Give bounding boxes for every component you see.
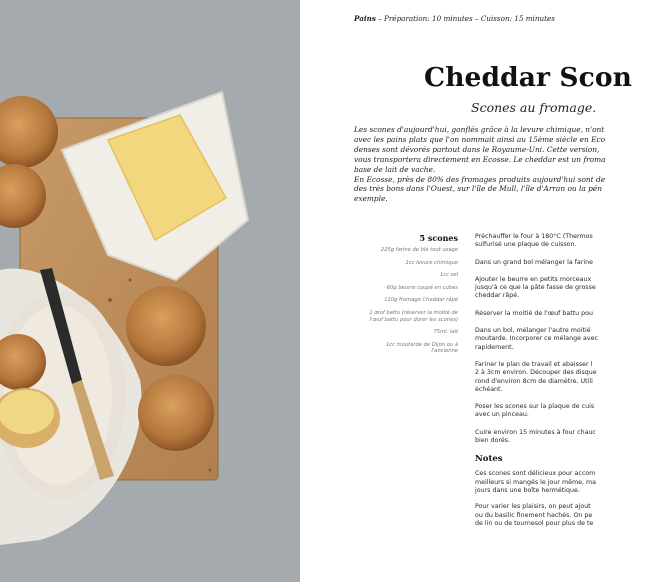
ingredient-item: 75ml. lait (433, 329, 458, 336)
ingredient-item: 1cc levure chimique (405, 259, 458, 266)
intro-line: vous transportera directement en Ecosse. Le cheddar est un froma (354, 154, 606, 164)
method-step: Préchauffer le four à 180°C (Thermos sulfurisé une plaque de cuisson. (475, 233, 593, 249)
running-header (354, 14, 555, 23)
ingredient-item: 1 œuf battu (réserver la moitié de l'œuf battu pour dorer les scones) (369, 309, 458, 323)
intro-line: denses sont dévorés partout dans le Royaume-Uni. Cette version, (354, 144, 600, 154)
ingredients-list (358, 233, 458, 361)
prep-cook-times: – Préparation: 10 minutes – Cuisson: 15 minutes (375, 14, 555, 23)
method-step: Poser les scones sur la plaque de cuis avec un pinceau. (475, 403, 595, 419)
recipe-subtitle: Scones au fromage. (471, 100, 597, 115)
intro-line: des très bons dans l'Ouest, sur l'île de Mull, l'île d'Arran ou la pén (354, 184, 602, 194)
method-step: Ajouter le beurre en petits morceaux jusqu'à ce que la pâte fasse de grosse cheddar râpé. (475, 275, 596, 300)
scones-photo (0, 0, 300, 582)
intro-text (354, 125, 654, 204)
ingredient-item: 1cc moutarde de Dijon ou à l'ancienne (385, 341, 458, 355)
photo-illustration (0, 0, 300, 582)
servings-heading: 5 scones (419, 233, 458, 243)
method-step: Cuire environ 15 minutes à four chauc bien dorés. (475, 428, 596, 445)
ingredient-item: 110g fromage Cheddar râpé (384, 297, 458, 304)
note-paragraph: Ces scones sont délicieux pour accom meilleurs si mangés le jour même, ma jours dans une boîte hermétique. (475, 470, 596, 494)
ingredient-item: 225g farine de blé tout usage (380, 247, 458, 253)
note-paragraph: Pour varier les plaisirs, on peut ajout ou du basilic finement hachés. On pe de lin ou de tournesol pour plus de te (475, 503, 594, 527)
recipe-page (300, 0, 633, 582)
category-label: Pains (354, 14, 376, 23)
ingredient-item: 1cc sel (440, 272, 458, 279)
recipe-title: Cheddar Scon (424, 62, 633, 93)
ingredient-item: 60g beurre coupé en cubes (386, 284, 458, 291)
method-step: Fariner le plan de travail et abaisser l 2 à 3cm environ. Découper des disque rond d'environ 8cm de diamètre. Utili échéant. (475, 360, 597, 393)
method-step: Dans un bol, mélanger l'autre moitié moutarde. Incorporer ce mélange avec rapidement. (475, 327, 598, 351)
intro-line: base de lait de vache. (354, 164, 436, 174)
notes-heading: Notes (475, 454, 503, 465)
intro-line: avec les pains plats que l'on nommait ainsi au 15ème siècle en Eco (354, 134, 606, 144)
intro-line: En Ecosse, près de 80% des fromages produits aujourd'hui sont de (354, 174, 606, 184)
method-step: Réserver la moitié de l'œuf battu pou (475, 309, 593, 317)
intro-line: Les scones d'aujourd'hui, gonflés grâce à la levure chimique, n'ont (354, 125, 605, 134)
method-step: Dans un grand bol mélanger la farine (475, 258, 593, 266)
intro-line: exemple. (354, 194, 388, 204)
method-steps (475, 233, 635, 536)
